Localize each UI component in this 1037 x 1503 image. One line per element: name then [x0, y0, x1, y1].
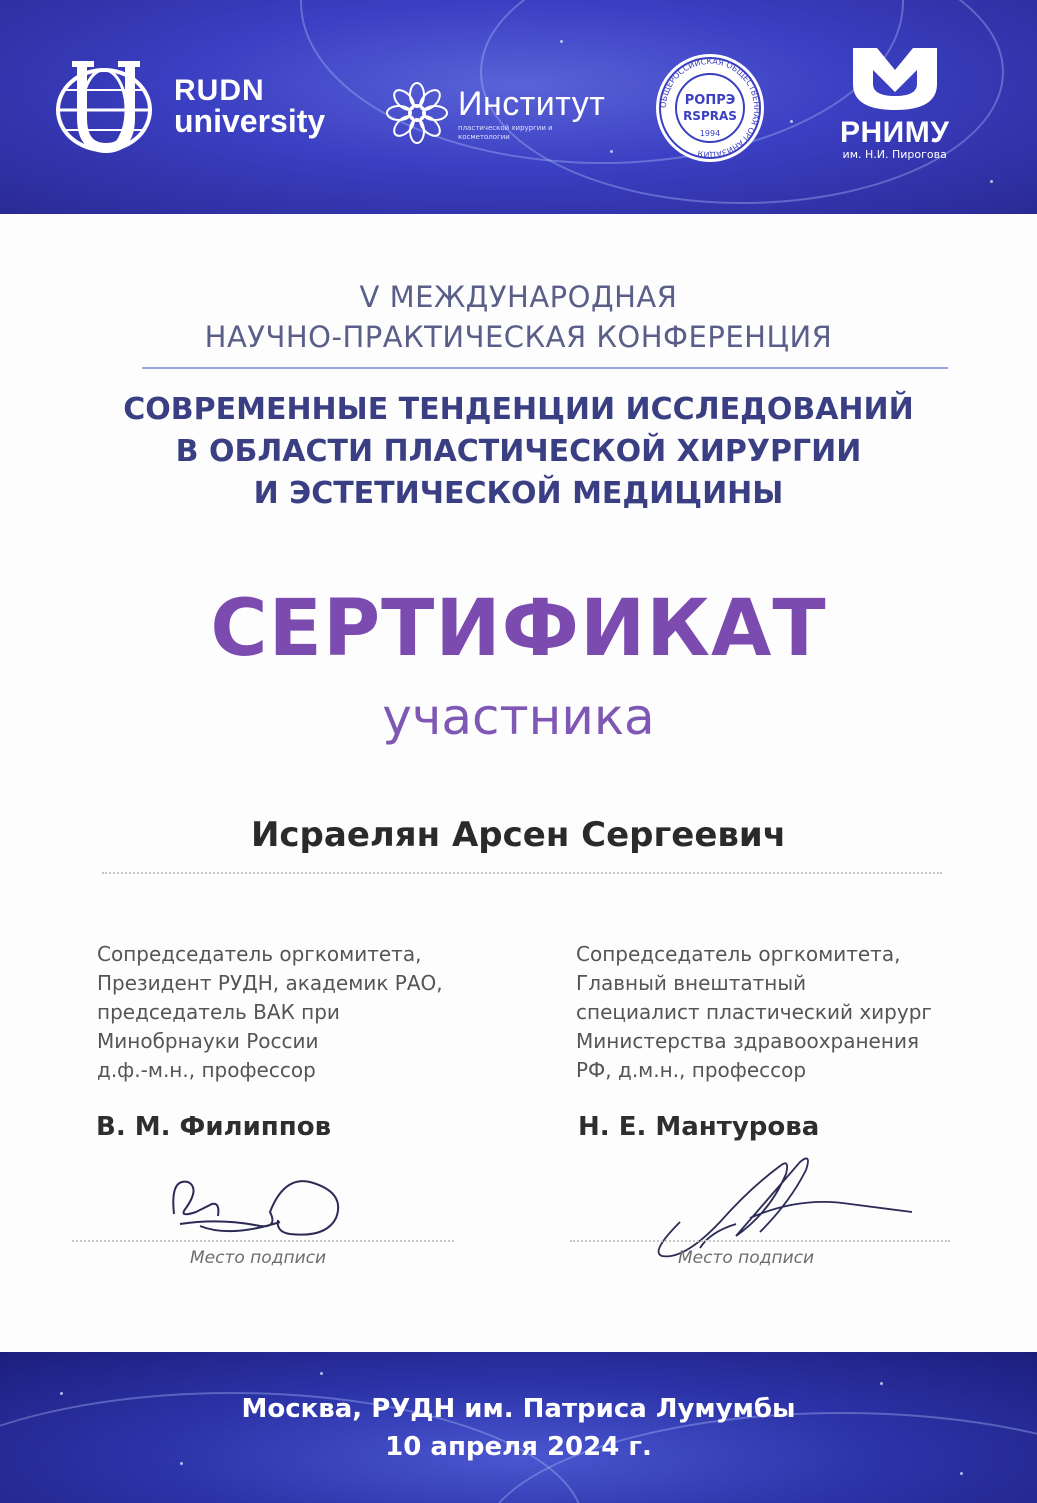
seal-icon [654, 52, 766, 164]
certificate-title: СЕРТИФИКАТ [210, 584, 827, 674]
header-band [0, 0, 1037, 214]
role-line: Сопредседатель оргкомитета, [97, 942, 422, 966]
conference-line-2: НАУЧНО-ПРАКТИЧЕСКАЯ КОНФЕРЕНЦИЯ [204, 320, 833, 354]
role-line: Президент РУДН, академик РАО, [97, 971, 443, 995]
globe-icon [52, 58, 160, 154]
role-line: специалист пластический хирург [576, 1000, 932, 1024]
sparkle [560, 40, 563, 43]
divider [142, 367, 948, 369]
institute-logo [382, 78, 605, 148]
name-underline [102, 872, 942, 874]
signatory-1-name: В. М. Филиппов [96, 1112, 332, 1142]
recipient-name: Исраелян Арсен Сергеевич [250, 815, 787, 855]
topic-line-2: В ОБЛАСТИ ПЛАСТИЧЕСКОЙ ХИРУРГИИ [175, 434, 862, 469]
rudn-logo-line1: RUDN [174, 74, 265, 107]
role-line: Сопредседатель оргкомитета, [576, 942, 901, 966]
role-line: РФ, д.м.н., профессор [576, 1058, 807, 1082]
seal-year: 1994 [699, 129, 721, 138]
signature-1-label: Место подписи [190, 1248, 327, 1268]
role-line: д.ф.-м.н., профессор [97, 1058, 316, 1082]
footer-band [0, 1352, 1037, 1503]
sparkle [320, 1372, 323, 1375]
sparkle [610, 150, 613, 153]
seal-ring-text: ОБЩЕРОССИЙСКАЯ ОБЩЕСТВЕННАЯ ОРГАНИЗАЦИЯ [658, 56, 762, 160]
institute-logo-subtitle: пластической хирургии и косметологии [458, 123, 553, 141]
rnimu-logo [840, 44, 949, 161]
certificate-subtitle: участника [382, 688, 655, 746]
signatory-2-name: Н. Е. Мантурова [578, 1112, 820, 1142]
footer-date: 10 апреля 2024 г. [385, 1432, 652, 1462]
seal-abbr-ru: РОПРЭ [684, 93, 736, 108]
institute-logo-title: Институт [458, 84, 606, 123]
rudn-logo [52, 58, 325, 154]
signatory-2-role [576, 940, 976, 1085]
signature-line-1 [72, 1240, 454, 1242]
signature-line-2 [570, 1240, 950, 1242]
topic-line-1: СОВРЕМЕННЫЕ ТЕНДЕНЦИИ ИССЛЕДОВАНИЙ [123, 392, 914, 427]
topic-line-3: И ЭСТЕТИЧЕСКОЙ МЕДИЦИНЫ [253, 476, 784, 511]
sparkle [180, 1462, 183, 1465]
role-line: председатель ВАК при [97, 1000, 340, 1024]
role-line: Главный внештатный [576, 971, 807, 995]
flower-icon [382, 78, 452, 148]
conference-line-1: V МЕЖДУНАРОДНАЯ [359, 280, 678, 314]
rnimu-logo-subtitle: им. Н.И. Пирогова [842, 148, 947, 161]
role-line: Министерства здравоохранения [576, 1029, 919, 1053]
sparkle [990, 180, 993, 183]
signatory-1-role [97, 940, 477, 1085]
sparkle [960, 1472, 963, 1475]
footer-place: Москва, РУДН им. Патриса Лумумбы [241, 1394, 796, 1424]
rnimu-logo-title: РНИМУ [840, 116, 950, 149]
signature-2-label: Место подписи [678, 1248, 815, 1268]
society-seal [654, 52, 766, 164]
seal-abbr-en: RSPRAS [683, 109, 737, 123]
sparkle [880, 1382, 883, 1385]
rnimu-mark-icon [845, 44, 945, 114]
rudn-logo-line2: university [174, 103, 326, 139]
signature-2 [640, 1152, 920, 1262]
sparkle [790, 120, 793, 123]
role-line: Минобрнауки России [97, 1029, 319, 1053]
